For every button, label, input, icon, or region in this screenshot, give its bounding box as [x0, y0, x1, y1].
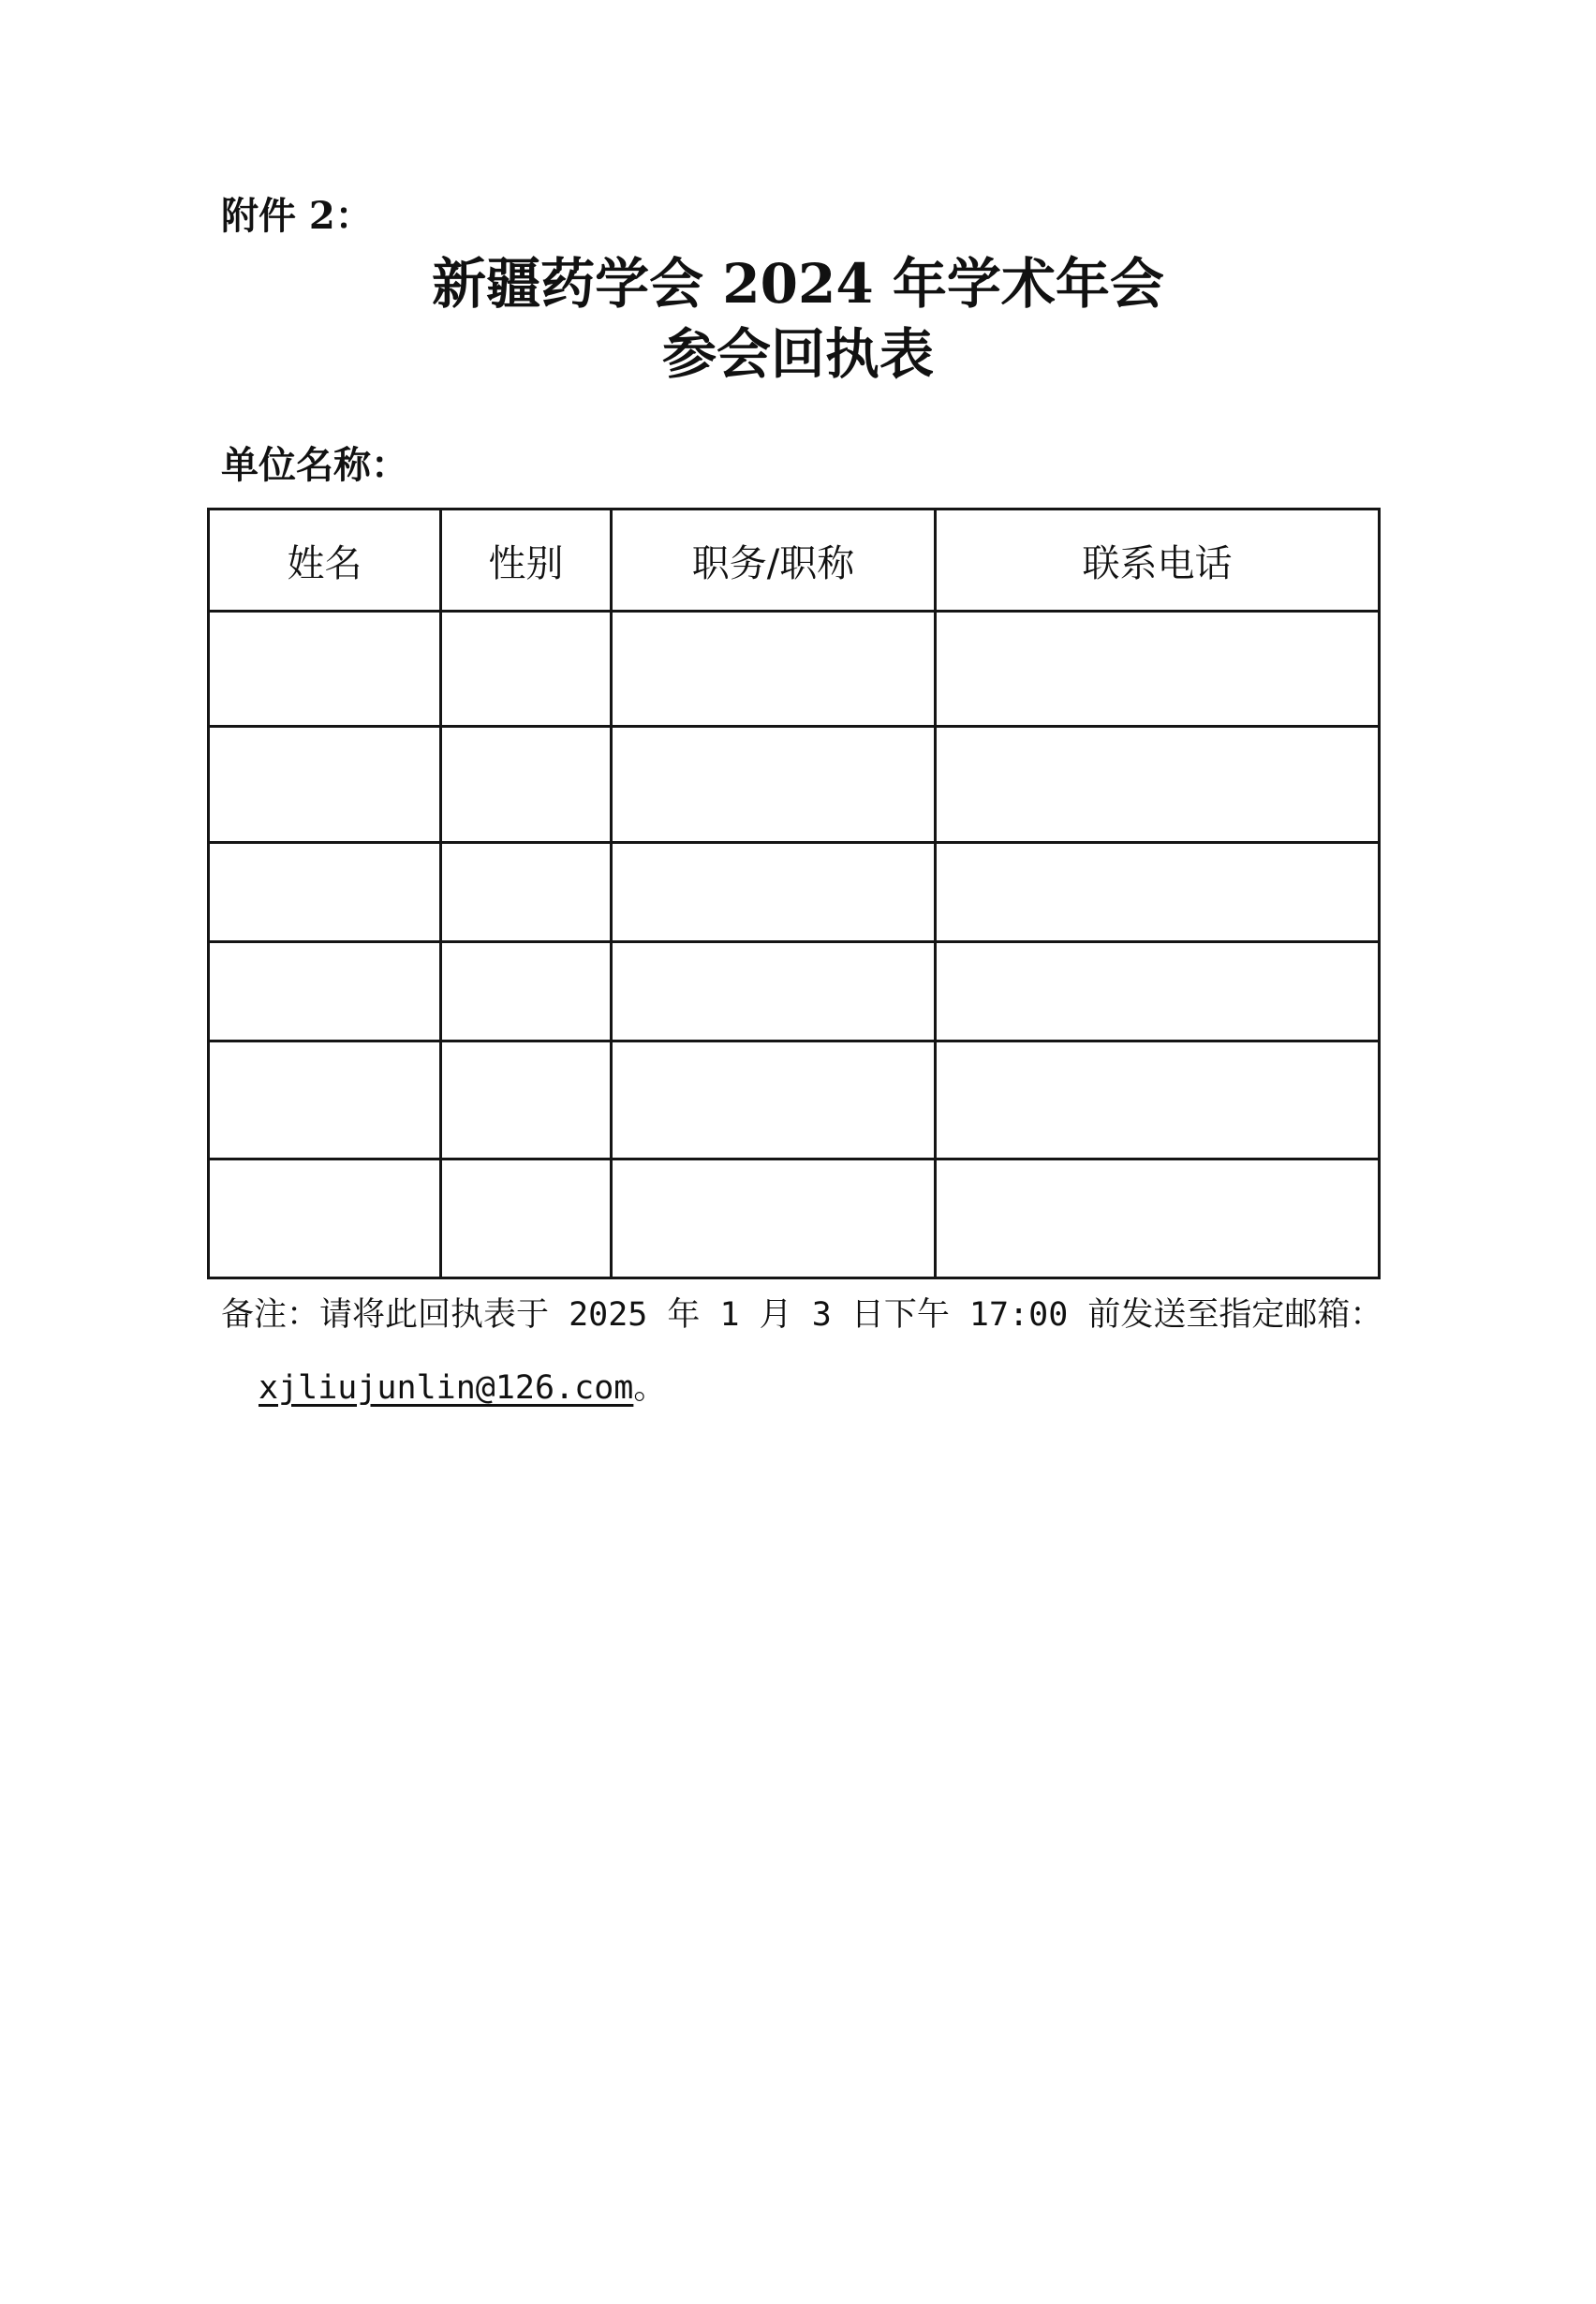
header-title: 职务/职称	[612, 510, 936, 612]
table-row	[209, 1041, 1380, 1159]
unit-name-label: 单位名称：	[221, 443, 408, 487]
phone-cell[interactable]	[936, 727, 1380, 843]
table-row	[209, 612, 1380, 727]
header-gender: 性别	[441, 510, 612, 612]
table-row	[209, 843, 1380, 942]
gender-cell[interactable]	[441, 612, 612, 727]
gender-cell[interactable]	[441, 942, 612, 1041]
attachment-label: 附件 2：	[221, 194, 373, 238]
gender-cell[interactable]	[441, 1041, 612, 1159]
gender-cell[interactable]	[441, 727, 612, 843]
name-cell[interactable]	[209, 843, 441, 942]
email-period: 。	[633, 1369, 667, 1407]
registration-table	[207, 508, 1381, 1279]
table-row	[209, 727, 1380, 843]
title-cell[interactable]	[612, 727, 936, 843]
phone-cell[interactable]	[936, 1041, 1380, 1159]
header-name: 姓名	[209, 510, 441, 612]
table-header-row	[209, 510, 1380, 612]
title-cell[interactable]	[612, 843, 936, 942]
email-line	[259, 1366, 666, 1410]
header-phone: 联系电话	[936, 510, 1380, 612]
title-cell[interactable]	[612, 1159, 936, 1278]
name-cell[interactable]	[209, 727, 441, 843]
name-cell[interactable]	[209, 612, 441, 727]
title-cell[interactable]	[612, 612, 936, 727]
title-cell[interactable]	[612, 1041, 936, 1159]
document-subtitle: 参会回执表	[661, 322, 934, 386]
phone-cell[interactable]	[936, 942, 1380, 1041]
phone-cell[interactable]	[936, 843, 1380, 942]
name-cell[interactable]	[209, 1041, 441, 1159]
gender-cell[interactable]	[441, 843, 612, 942]
name-cell[interactable]	[209, 942, 441, 1041]
gender-cell[interactable]	[441, 1159, 612, 1278]
table-row	[209, 1159, 1380, 1278]
email-link[interactable]: xjliujunlin@126.com	[259, 1369, 634, 1407]
remark-text: 备注：请将此回执表于 2025 年 1 月 3 日下午 17:00 前发送至指定邮箱：	[221, 1296, 1383, 1334]
name-cell[interactable]	[209, 1159, 441, 1278]
phone-cell[interactable]	[936, 612, 1380, 727]
phone-cell[interactable]	[936, 1159, 1380, 1278]
document-title: 新疆药学会 2024 年学术年会	[432, 252, 1164, 316]
table-row	[209, 942, 1380, 1041]
title-cell[interactable]	[612, 942, 936, 1041]
